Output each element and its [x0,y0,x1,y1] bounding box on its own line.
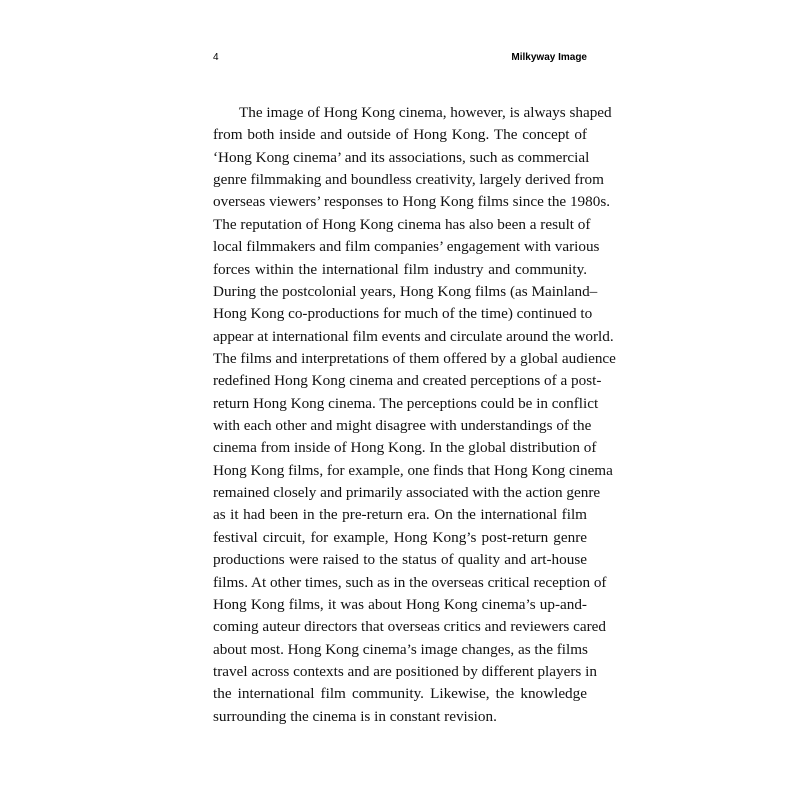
text-line: Hong Kong films, it was about Hong Kong cinema’s up-and- [213,595,587,613]
text-line: cinema from inside of Hong Kong. In the global distribution of [213,439,597,457]
text-line: surrounding the cinema is in constant revision. [213,707,497,725]
text-line: travel across contexts and are positioned by different players in [213,662,597,680]
text-line: local filmmakers and film companies’ engagement with various [213,238,600,256]
page-number: 4 [213,52,219,63]
text-line: Hong Kong films, for example, one finds that Hong Kong cinema [213,461,613,479]
text-line: The films and interpretations of them offered by a global audience [213,349,616,367]
text-line: appear at international film events and circulate around the world. [213,327,614,345]
text-line: The image of Hong Kong cinema, however, is always shaped [239,104,612,121]
text-line: ‘Hong Kong cinema’ and its associations, such as commercial [213,148,590,166]
text-line: about most. Hong Kong cinema’s image changes, as the films [213,640,588,658]
body-text [213,102,616,728]
text-line: from both inside and outside of Hong Kong. The concept of [213,126,587,144]
running-head: Milkyway Image [511,52,587,63]
text-line: overseas viewers’ responses to Hong Kong films since the 1980s. [213,193,611,211]
text-line: Hong Kong co-productions for much of the time) continued to [213,305,593,323]
text-line: festival circuit, for example, Hong Kong’s post-return genre [213,528,587,546]
text-line: films. At other times, such as in the overseas critical reception of [213,573,607,591]
paragraph [213,102,616,728]
text-line: genre filmmaking and boundless creativity, largely derived from [213,171,604,189]
text-line: During the postcolonial years, Hong Kong films (as Mainland– [213,282,598,300]
text-line: as it had been in the pre-return era. On the international film [213,506,587,524]
text-line: remained closely and primarily associated with the action genre [213,484,601,502]
text-line: productions were raised to the status of quality and art-house [213,551,587,569]
text-line: return Hong Kong cinema. The perceptions could be in conflict [213,394,599,412]
text-line: with each other and might disagree with understandings of the [213,417,592,435]
text-line: coming auteur directors that overseas critics and reviewers cared [213,618,607,636]
text-line: the international film community. Likewise, the knowledge [213,685,587,703]
text-line: The reputation of Hong Kong cinema has also been a result of [213,215,591,233]
text-line: forces within the international film industry and community. [213,260,587,278]
text-line: redefined Hong Kong cinema and created perceptions of a post- [213,372,602,390]
